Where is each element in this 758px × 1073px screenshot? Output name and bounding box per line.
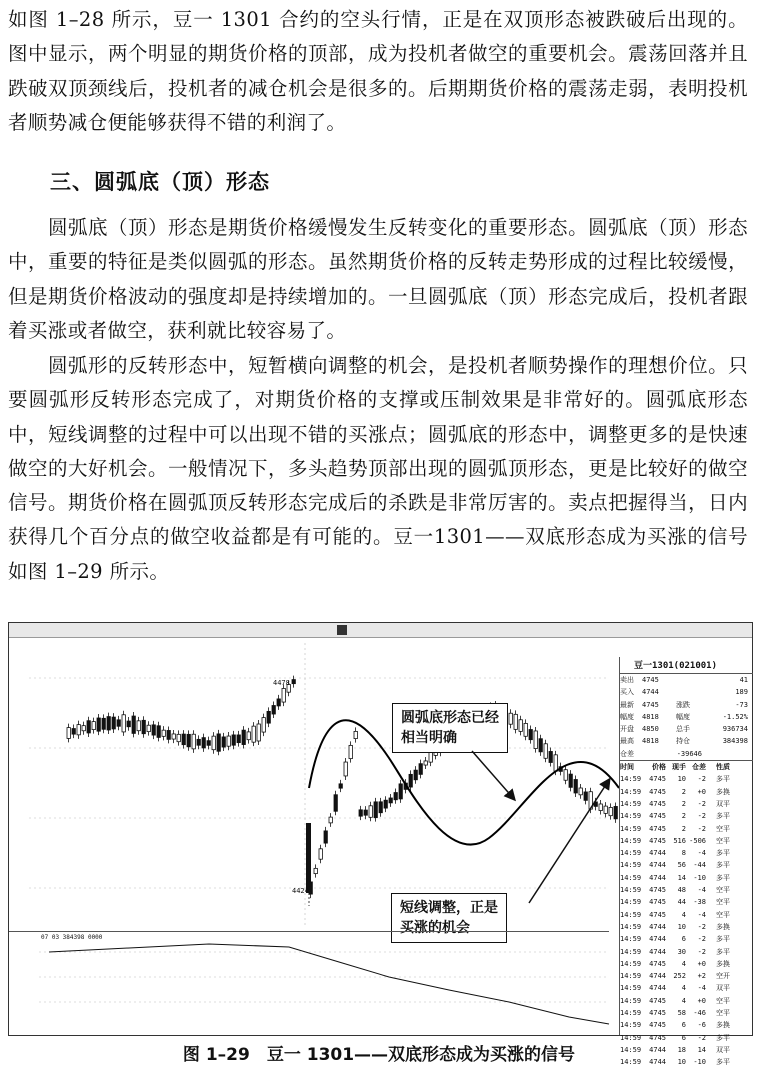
quote-cell: -73: [735, 700, 748, 709]
trade-row: [620, 958, 753, 970]
trade-cell: 双平: [716, 984, 730, 993]
trade-cell: 空平: [716, 886, 730, 895]
candle-body: [252, 726, 255, 742]
price-high-label: 4478: [273, 679, 290, 687]
callout-line: 短线调整，正是: [400, 900, 498, 916]
quote-cell: 买入: [620, 688, 634, 697]
trade-cell: 14:59: [620, 849, 642, 858]
trade-cell: +2: [697, 972, 706, 981]
candle-body: [67, 728, 70, 739]
trade-cell: 多平: [716, 775, 730, 784]
trade-cell: 30: [677, 947, 686, 956]
candle-body: [142, 720, 145, 733]
candle-body: [399, 784, 402, 799]
trade-cell: 14:59: [620, 799, 642, 808]
price-low-label: 4424: [292, 887, 309, 895]
trade-cell: -2: [697, 947, 706, 956]
trade-row: [620, 982, 753, 994]
trade-cell: 14:59: [620, 1045, 642, 1054]
trade-cell: 6: [681, 935, 686, 944]
trade-cell: -4: [697, 910, 706, 919]
trade-cell: 58: [677, 1009, 686, 1018]
quote-cell: 4745: [642, 676, 659, 684]
trade-cell: 价格: [652, 763, 666, 772]
quote-cell: 幅度: [676, 712, 690, 721]
quote-cell: -39646: [676, 749, 702, 758]
candle-body: [306, 823, 311, 893]
trade-cell: 4745: [649, 996, 666, 1005]
paragraph-arc-definition: 圆弧底（顶）形态是期货价格缓慢发生反转变化的重要形态。圆弧底（顶）形态中，重要的特征是类似圆弧的形态。虽然期货价格的反转走势形成的过程比较缓慢，但是期货价格波动的强度却是持续增加的。一旦圆弧底（顶）形态完成后，投机者跟着买涨或者做空，获利就比较容易了。: [8, 216, 748, 342]
volume-panel: [9, 931, 609, 1036]
trade-cell: 2: [681, 812, 686, 821]
trade-cell: 14:59: [620, 898, 642, 907]
trade-cell: 14:59: [620, 947, 642, 956]
candle-body: [207, 741, 210, 746]
candle-body: [237, 735, 240, 743]
trade-cell: 14:59: [620, 959, 642, 968]
candle-body: [162, 730, 165, 736]
candle-body: [127, 721, 130, 727]
trade-cell: 空平: [716, 898, 730, 907]
candle-body: [292, 680, 295, 684]
candle-body: [364, 810, 367, 815]
candle-body: [262, 718, 265, 732]
trade-cell: 4745: [649, 836, 666, 845]
trade-cell: -2: [697, 935, 706, 944]
candle-body: [609, 807, 612, 815]
trade-row: [620, 872, 753, 884]
trade-row: [620, 921, 753, 933]
candle-body: [524, 723, 527, 736]
trade-cell: -2: [697, 922, 706, 931]
trade-cell: 空平: [716, 910, 730, 919]
trade-cell: 双平: [716, 1045, 730, 1054]
trade-row: [620, 896, 753, 908]
candle-body: [549, 751, 552, 762]
trade-cell: 4744: [649, 873, 666, 882]
candle-body: [282, 688, 285, 702]
trade-cell: 14:59: [620, 996, 642, 1005]
trade-cell: 4744: [649, 972, 666, 981]
candle-body: [122, 715, 125, 732]
candle-body: [277, 699, 280, 706]
candle-body: [172, 734, 175, 739]
candle-body: [409, 774, 412, 787]
trade-cell: -2: [697, 1033, 706, 1042]
trade-cell: 空平: [716, 836, 730, 845]
trade-list: [620, 760, 753, 1068]
trade-cell: -4: [697, 849, 706, 858]
trade-cell: 14:59: [620, 873, 642, 882]
candle-body: [614, 806, 617, 818]
candle-body: [389, 798, 392, 803]
trade-cell: 4745: [649, 824, 666, 833]
trade-cell: 14:59: [620, 972, 642, 981]
trade-cell: -4: [697, 886, 706, 895]
trade-cell: 14:59: [620, 935, 642, 944]
candle-body: [369, 806, 372, 818]
trade-cell: -2: [697, 824, 706, 833]
trade-cell: 4744: [649, 922, 666, 931]
callout-line: 圆弧底形态已经: [401, 710, 499, 726]
candle-body: [197, 739, 200, 745]
trade-cell: 多换: [716, 959, 730, 968]
trade-cell: -2: [697, 775, 706, 784]
trade-row: [620, 847, 753, 859]
quote-cell: 涨跌: [676, 700, 690, 709]
trade-cell: 多平: [716, 849, 730, 858]
candle-body: [92, 722, 95, 730]
trade-cell: 4745: [649, 787, 666, 796]
trade-cell: 仓差: [692, 763, 706, 772]
trade-cell: 时间: [620, 763, 634, 772]
quote-row: [620, 748, 753, 760]
candle-body: [157, 726, 160, 738]
candle-body: [429, 752, 432, 762]
trade-cell: 14:59: [620, 1058, 642, 1067]
trade-cell: 4745: [649, 775, 666, 784]
candle-body: [87, 721, 90, 733]
candle-body: [569, 774, 572, 787]
trade-cell: -46: [693, 1009, 706, 1018]
trade-cell: 4744: [649, 1045, 666, 1054]
candle-body: [97, 718, 100, 731]
trade-cell: 多平: [716, 873, 730, 882]
trade-row: [620, 786, 753, 798]
quote-row: [620, 735, 753, 747]
trade-cell: +0: [697, 996, 706, 1005]
trade-cell: 4745: [649, 910, 666, 919]
candle-body: [584, 792, 587, 800]
trade-cell: 多平: [716, 861, 730, 870]
candle-body: [202, 738, 205, 748]
trade-row: [620, 823, 753, 835]
paragraph-arc-trading: 圆弧形的反转形态中，短暂横向调整的机会，是投机者顺势操作的理想价位。只要圆弧形反转形态完成了，对期货价格的支撑或压制效果是非常好的。圆弧底形态中，短线调整的过程中可以出现不错的买涨点；圆弧底的形态中，调整更多的是快速做空的大好机会。一般情况下，多头趋势顶部出现的圆弧顶形态，更是比较好的做空信号。期货价格在圆弧顶反转形态完成后的杀跌是非常厉害的。卖点把握得当，日内获得几个百分点的做空收益都是有可能的。豆一1301——双底形态成为买涨的信号如图 1–29 所示。: [8, 354, 748, 583]
quote-cell: 最高: [620, 737, 634, 746]
trade-cell: 252: [673, 972, 686, 981]
candle-body: [272, 706, 275, 715]
window-center-button[interactable]: [337, 625, 347, 635]
trade-cell: 14:59: [620, 812, 642, 821]
trade-cell: 空开: [716, 972, 730, 981]
candle-body: [212, 736, 215, 750]
candle-body: [329, 817, 332, 823]
trade-cell: 多换: [716, 1021, 730, 1030]
candle-body: [344, 762, 347, 776]
trade-cell: 14:59: [620, 1033, 642, 1042]
trade-cell: 2: [681, 787, 686, 796]
trade-cell: 14:59: [620, 984, 642, 993]
candle-body: [227, 736, 230, 746]
trade-cell: 14:59: [620, 1009, 642, 1018]
paragraph-intro: 如图 1–28 所示，豆一 1301 合约的空头行情，正是在双顶形态被跌破后出现的。图中显示，两个明显的期货价格的顶部，成为投机者做空的重要机会。震荡回落并且跌破双顶颈线后，投机者的减仓机会是很多的。后期期货价格的震荡走弱，表明投机者顺势减仓便能够获得不错的利润了。: [8, 8, 748, 134]
trade-cell: -10: [693, 1058, 706, 1067]
trade-cell: 4744: [649, 849, 666, 858]
candle-body: [247, 732, 250, 740]
trade-row: [620, 1007, 753, 1019]
trade-cell: 14:59: [620, 861, 642, 870]
candle-body: [354, 731, 357, 738]
candle-body: [579, 788, 582, 795]
trade-cell: 516: [673, 836, 686, 845]
candle-body: [574, 779, 577, 792]
trade-cell: 56: [677, 861, 686, 870]
candle-body: [414, 770, 417, 780]
position-line: [49, 944, 609, 1024]
trade-cell: 多平: [716, 947, 730, 956]
candle-body: [217, 734, 220, 751]
trade-cell: -38: [693, 898, 706, 907]
trade-cell: 14: [697, 1045, 706, 1054]
candle-body: [589, 792, 592, 809]
quote-cell: 4744: [642, 688, 659, 697]
trade-cell: -506: [689, 836, 706, 845]
trade-cell: 4745: [649, 898, 666, 907]
candle-body: [519, 720, 522, 732]
trade-cell: 10: [677, 775, 686, 784]
trade-cell: 4: [681, 996, 686, 1005]
trade-cell: 14:59: [620, 787, 642, 796]
trade-cell: 4745: [649, 1033, 666, 1042]
trade-cell: 4744: [649, 861, 666, 870]
candle-body: [132, 716, 135, 733]
quote-row: [620, 711, 753, 723]
trade-cell: 多平: [716, 1033, 730, 1042]
candle-body: [267, 711, 270, 723]
trade-cell: 14:59: [620, 836, 642, 845]
trade-cell: 多平: [716, 812, 730, 821]
trade-cell: 48: [677, 886, 686, 895]
candle-body: [379, 802, 382, 813]
candle-body: [514, 714, 517, 729]
trade-cell: 14: [677, 873, 686, 882]
trade-cell: 4745: [649, 1009, 666, 1018]
trade-cell: 8: [681, 849, 686, 858]
candle-body: [177, 734, 180, 741]
candlestick-chart: [9, 638, 609, 938]
trade-row: [620, 773, 753, 785]
section-heading: 三、圆弧底（顶）形态: [50, 170, 270, 194]
quote-cell: 仓差: [620, 749, 634, 758]
trade-cell: -6: [697, 1021, 706, 1030]
trade-cell: 4745: [649, 959, 666, 968]
candle-body: [72, 729, 75, 735]
callout-line: 相当明确: [401, 730, 457, 746]
quote-cell: 41: [739, 676, 748, 684]
trade-cell: 14:59: [620, 824, 642, 833]
quote-cell: 持仓: [676, 737, 690, 746]
candle-body: [192, 734, 195, 749]
candle-body: [419, 764, 422, 775]
trade-cell: 14:59: [620, 775, 642, 784]
trade-row: [620, 909, 753, 921]
quote-cell: 4850: [642, 725, 659, 734]
trade-cell: -44: [693, 861, 706, 870]
trade-cell: 性质: [716, 763, 730, 772]
candle-body: [604, 806, 607, 813]
trade-row: [620, 884, 753, 896]
trade-cell: 14:59: [620, 910, 642, 919]
candle-body: [82, 726, 85, 731]
trade-cell: 多平: [716, 935, 730, 944]
candle-body: [599, 804, 602, 811]
position-line-chart: [9, 932, 609, 1036]
trade-cell: 4: [681, 984, 686, 993]
candle-body: [554, 755, 557, 771]
trade-cell: 4745: [649, 886, 666, 895]
trade-cell: 多平: [716, 1058, 730, 1067]
candle-body: [107, 717, 110, 730]
candle-body: [384, 800, 387, 808]
candle-body: [349, 745, 352, 758]
candle-body: [314, 868, 317, 873]
trade-cell: 4745: [649, 812, 666, 821]
trade-cell: -4: [697, 984, 706, 993]
trade-cell: 空平: [716, 824, 730, 833]
candle-body: [339, 784, 342, 788]
trade-cell: +0: [697, 959, 706, 968]
candle-body: [319, 849, 322, 859]
quote-cell: 4818: [642, 712, 659, 721]
trade-cell: 14:59: [620, 1021, 642, 1030]
trade-cell: 4: [681, 959, 686, 968]
trade-cell: 4744: [649, 1058, 666, 1067]
quote-panel-title: 豆一1301(021001): [620, 657, 753, 674]
candle-body: [112, 717, 115, 729]
candle-body: [509, 713, 512, 724]
quote-panel: [619, 657, 753, 1067]
trade-cell: 双平: [716, 799, 730, 808]
quote-row: [620, 723, 753, 735]
candle-body: [544, 744, 547, 759]
trade-cell: 多换: [716, 787, 730, 796]
candle-body: [147, 725, 150, 731]
candle-body: [424, 761, 427, 765]
trade-row: [620, 946, 753, 958]
candle-body: [257, 724, 260, 741]
trade-cell: 2: [681, 799, 686, 808]
candle-body: [137, 721, 140, 731]
trade-cell: 10: [677, 922, 686, 931]
candle-body: [534, 731, 537, 749]
trade-row: [620, 995, 753, 1007]
quote-cell: 189: [735, 688, 748, 697]
quote-cell: 开盘: [620, 725, 634, 734]
quote-cell: 4745: [642, 700, 659, 709]
candle-body: [324, 831, 327, 843]
trade-cell: 14:59: [620, 922, 642, 931]
candle-body: [222, 737, 225, 747]
trade-row: [620, 970, 753, 982]
quote-cell: 4818: [642, 737, 659, 746]
trade-cell: 4744: [649, 935, 666, 944]
trade-cell: 10: [677, 1058, 686, 1067]
quote-cell: 最新: [620, 700, 634, 709]
trade-cell: 44: [677, 898, 686, 907]
figure-caption: 图 1–29 豆一 1301——双底形态成为买涨的信号: [182, 1045, 576, 1065]
callout-arc-bottom: [392, 703, 508, 753]
candle-body: [564, 770, 567, 781]
trade-cell: 6: [681, 1033, 686, 1042]
quote-cell: 384398: [722, 737, 748, 746]
trade-row: [620, 835, 753, 847]
candle-body: [77, 725, 80, 735]
candle-body: [102, 718, 105, 729]
quote-cell: 卖出: [620, 676, 634, 684]
trade-cell: +0: [697, 787, 706, 796]
candle-body: [117, 720, 120, 726]
candle-body: [167, 730, 170, 739]
quote-cell: 幅度: [620, 712, 634, 721]
callout-line: 买涨的机会: [400, 920, 470, 936]
quote-row: [620, 674, 753, 686]
trade-cell: -2: [697, 799, 706, 808]
volume-label: 07 03 384398 0000: [41, 934, 103, 941]
candle-body: [334, 795, 337, 812]
candle-body: [182, 734, 185, 745]
trade-cell: 14:59: [620, 886, 642, 895]
trade-row: [620, 798, 753, 810]
candle-body: [242, 730, 245, 744]
candle-body: [152, 725, 155, 735]
trade-row: [620, 810, 753, 822]
quote-cell: 总手: [676, 725, 690, 734]
trade-cell: 空平: [716, 996, 730, 1005]
trade-row: [620, 1019, 753, 1031]
candle-body: [594, 802, 597, 806]
quote-row: [620, 699, 753, 711]
candle-body: [187, 734, 190, 746]
quote-row: [620, 686, 753, 698]
trade-cell: 4744: [649, 984, 666, 993]
trade-cell: -2: [697, 812, 706, 821]
trade-cell: 4: [681, 910, 686, 919]
candle-body: [374, 802, 377, 818]
trade-row: [620, 933, 753, 945]
trade-cell: 6: [681, 1021, 686, 1030]
trade-cell: 空平: [716, 1009, 730, 1018]
candle-body: [394, 793, 397, 800]
quote-cell: 936734: [722, 725, 748, 734]
trade-header-row: [620, 761, 753, 773]
trade-cell: 4745: [649, 1021, 666, 1030]
candle-body: [232, 735, 235, 745]
quote-cell: -1.52%: [722, 712, 748, 721]
trade-row: [620, 859, 753, 871]
quote-summary: [620, 674, 753, 760]
trade-cell: 多换: [716, 922, 730, 931]
candle-body: [359, 810, 362, 816]
candle-body: [529, 730, 532, 740]
candle-body: [539, 739, 542, 752]
trade-cell: 4745: [649, 799, 666, 808]
trade-cell: 现手: [672, 763, 686, 772]
trade-cell: 2: [681, 824, 686, 833]
trade-cell: 4744: [649, 947, 666, 956]
trade-cell: 18: [677, 1045, 686, 1054]
window-title-bar: [9, 623, 752, 638]
trade-cell: -10: [693, 873, 706, 882]
